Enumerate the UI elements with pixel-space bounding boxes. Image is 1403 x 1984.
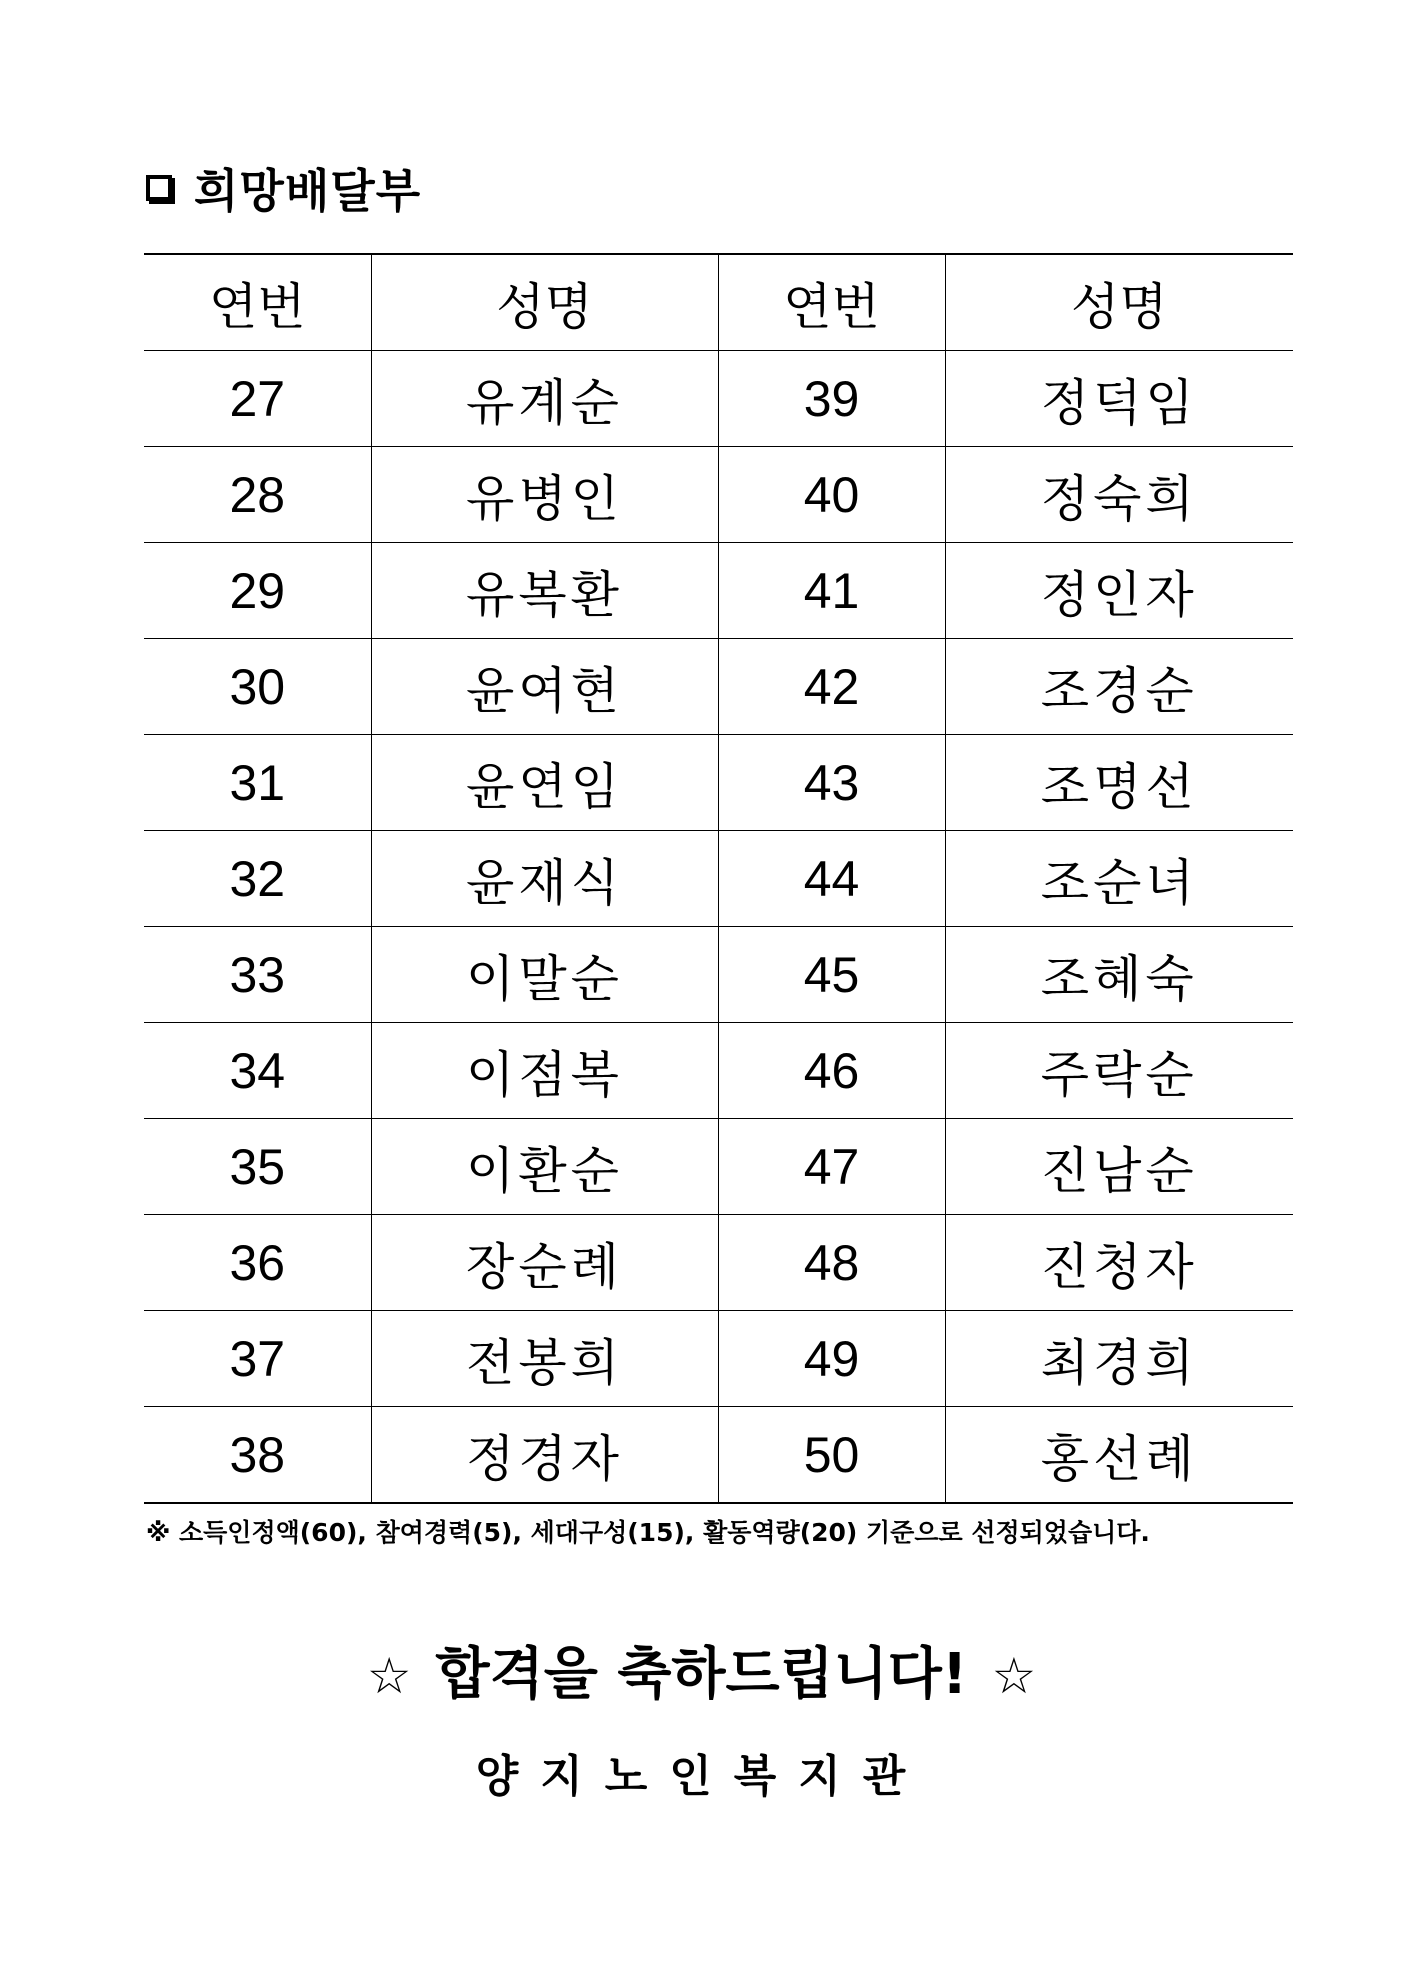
person-name-cell: 유계순	[371, 351, 718, 447]
person-name-cell: 정경자	[371, 1407, 718, 1504]
serial-number-cell: 33	[144, 927, 371, 1023]
person-name-cell: 이말순	[371, 927, 718, 1023]
table-row	[144, 447, 1293, 543]
serial-number-cell: 50	[718, 1407, 945, 1504]
person-name-cell: 유복환	[371, 543, 718, 639]
serial-number-cell: 41	[718, 543, 945, 639]
person-name-cell: 정덕임	[945, 351, 1293, 447]
person-name-cell: 진청자	[945, 1215, 1293, 1311]
table-row	[144, 351, 1293, 447]
organization-name: 양지노인복지관	[475, 1751, 928, 1802]
person-name-cell: 이점복	[371, 1023, 718, 1119]
person-name-cell: 이환순	[371, 1119, 718, 1215]
person-name-cell: 정인자	[945, 543, 1293, 639]
section-heading	[146, 158, 421, 218]
table-row	[144, 1215, 1293, 1311]
table-row	[144, 927, 1293, 1023]
serial-number-cell: 49	[718, 1311, 945, 1407]
table-row	[144, 1023, 1293, 1119]
serial-number-cell: 37	[144, 1311, 371, 1407]
serial-number-cell: 42	[718, 639, 945, 735]
congratulations-text: 합격을 축하드립니다!	[435, 1642, 968, 1707]
person-name-cell: 전봉희	[371, 1311, 718, 1407]
roster-table	[144, 253, 1293, 1504]
serial-number-cell: 48	[718, 1215, 945, 1311]
serial-number-cell: 39	[718, 351, 945, 447]
serial-number-cell: 40	[718, 447, 945, 543]
table-header-row	[144, 254, 1293, 351]
person-name-cell: 정숙희	[945, 447, 1293, 543]
person-name-cell: 진남순	[945, 1119, 1293, 1215]
star-icon: ☆	[991, 1647, 1037, 1705]
checkbox-icon	[146, 175, 172, 201]
table-row	[144, 1311, 1293, 1407]
serial-number-cell: 44	[718, 831, 945, 927]
person-name-cell: 장순례	[371, 1215, 718, 1311]
table-body	[144, 351, 1293, 1504]
table-row	[144, 1119, 1293, 1215]
person-name-cell: 주락순	[945, 1023, 1293, 1119]
table-row	[144, 639, 1293, 735]
serial-number-cell: 46	[718, 1023, 945, 1119]
table-row	[144, 735, 1293, 831]
star-icon: ☆	[366, 1647, 412, 1705]
table-row	[144, 1407, 1293, 1504]
person-name-cell: 윤재식	[371, 831, 718, 927]
serial-number-cell: 35	[144, 1119, 371, 1215]
serial-number-cell: 38	[144, 1407, 371, 1504]
table-row	[144, 543, 1293, 639]
person-name-cell: 조경순	[945, 639, 1293, 735]
serial-number-cell: 29	[144, 543, 371, 639]
serial-number-cell: 27	[144, 351, 371, 447]
serial-number-cell: 45	[718, 927, 945, 1023]
column-header-number: 연번	[144, 254, 371, 351]
column-header-name: 성명	[371, 254, 718, 351]
person-name-cell: 최경희	[945, 1311, 1293, 1407]
person-name-cell: 조혜숙	[945, 927, 1293, 1023]
serial-number-cell: 32	[144, 831, 371, 927]
column-header-name: 성명	[945, 254, 1293, 351]
section-title: 희망배달부	[194, 164, 422, 218]
serial-number-cell: 30	[144, 639, 371, 735]
table-row	[144, 831, 1293, 927]
serial-number-cell: 36	[144, 1215, 371, 1311]
person-name-cell: 홍선례	[945, 1407, 1293, 1504]
person-name-cell: 윤연임	[371, 735, 718, 831]
serial-number-cell: 43	[718, 735, 945, 831]
person-name-cell: 윤여현	[371, 639, 718, 735]
serial-number-cell: 31	[144, 735, 371, 831]
congratulations-banner	[0, 1630, 1403, 1710]
serial-number-cell: 28	[144, 447, 371, 543]
serial-number-cell: 47	[718, 1119, 945, 1215]
person-name-cell: 조명선	[945, 735, 1293, 831]
selection-criteria-note: ※ 소득인정액(60), 참여경력(5), 세대구성(15), 활동역량(20) 기준으로 선정되었습니다.	[146, 1518, 1150, 1547]
column-header-number: 연번	[718, 254, 945, 351]
person-name-cell: 조순녀	[945, 831, 1293, 927]
person-name-cell: 유병인	[371, 447, 718, 543]
serial-number-cell: 34	[144, 1023, 371, 1119]
